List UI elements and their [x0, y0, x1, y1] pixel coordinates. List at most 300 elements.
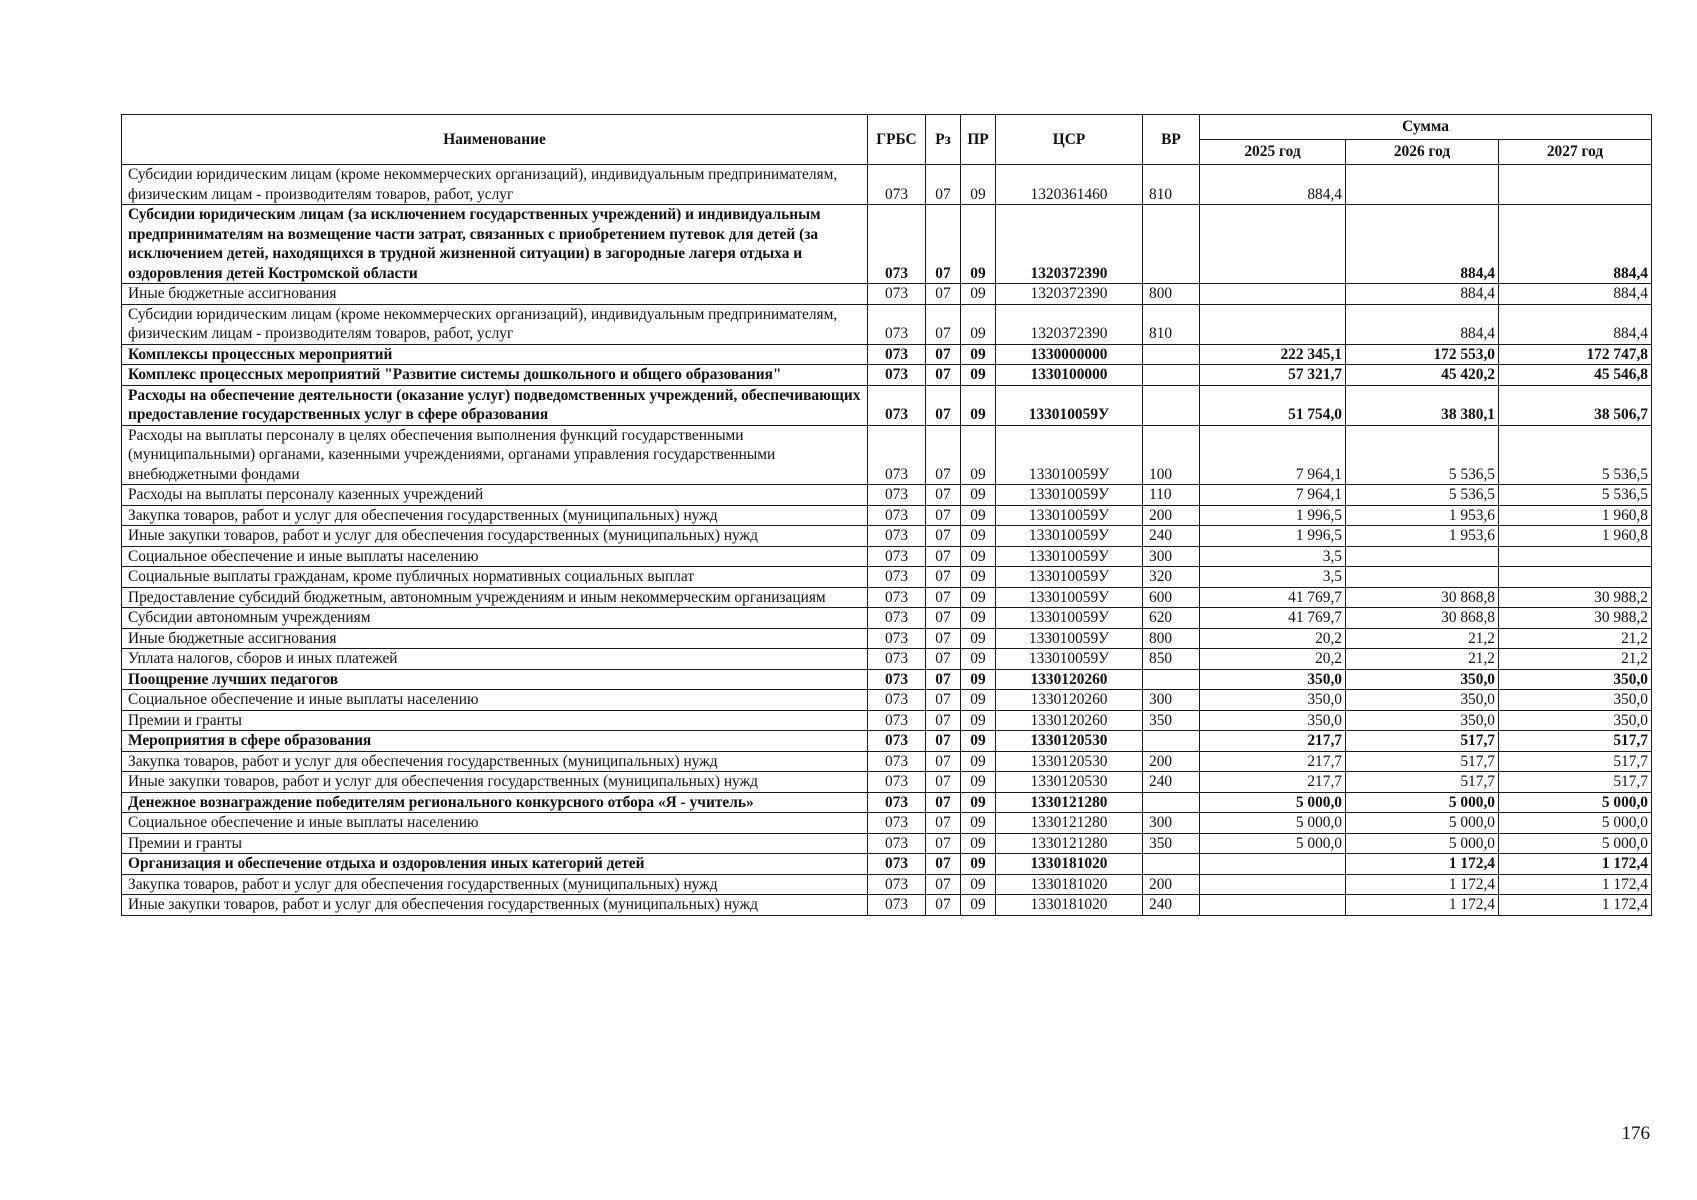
cell-csr: 1320372390	[996, 304, 1143, 344]
cell-grbs: 073	[868, 526, 926, 547]
cell-grbs: 073	[868, 608, 926, 629]
cell-2027: 5 536,5	[1499, 485, 1652, 506]
cell-2025: 3,5	[1200, 546, 1346, 567]
cell-grbs: 073	[868, 833, 926, 854]
table-body	[122, 165, 1652, 916]
cell-2025: 350,0	[1200, 710, 1346, 731]
cell-name: Закупка товаров, работ и услуг для обеспечения государственных (муниципальных) нужд	[122, 874, 868, 895]
cell-2027: 1 172,4	[1499, 854, 1652, 875]
cell-2027: 172 747,8	[1499, 344, 1652, 365]
cell-rz: 07	[926, 587, 961, 608]
header-csr: ЦСР	[996, 115, 1143, 165]
cell-2025: 217,7	[1200, 731, 1346, 752]
cell-2025: 57 321,7	[1200, 365, 1346, 386]
table-row	[122, 505, 1652, 526]
cell-name: Субсидии юридическим лицам (кроме некоммерческих организаций), индивидуальным предпринимателям, физическим лицам - производителям товаров, работ, услуг	[122, 165, 868, 205]
cell-csr: 1320372390	[996, 284, 1143, 305]
cell-pr: 09	[961, 165, 996, 205]
cell-vr: 240	[1143, 772, 1200, 793]
cell-csr: 1330120530	[996, 751, 1143, 772]
cell-2025	[1200, 284, 1346, 305]
cell-name: Уплата налогов, сборов и иных платежей	[122, 649, 868, 670]
header-rz: Рз	[926, 115, 961, 165]
cell-2025	[1200, 205, 1346, 284]
cell-vr: 320	[1143, 567, 1200, 588]
cell-pr: 09	[961, 751, 996, 772]
cell-2026: 517,7	[1346, 772, 1499, 793]
table-row	[122, 813, 1652, 834]
cell-2025: 41 769,7	[1200, 608, 1346, 629]
cell-pr: 09	[961, 874, 996, 895]
table-row	[122, 485, 1652, 506]
cell-2027: 21,2	[1499, 628, 1652, 649]
cell-2027: 45 546,8	[1499, 365, 1652, 386]
cell-pr: 09	[961, 284, 996, 305]
cell-rz: 07	[926, 813, 961, 834]
cell-rz: 07	[926, 284, 961, 305]
cell-2026: 1 172,4	[1346, 895, 1499, 916]
cell-rz: 07	[926, 772, 961, 793]
cell-2026: 5 000,0	[1346, 813, 1499, 834]
cell-2027: 884,4	[1499, 304, 1652, 344]
table-row	[122, 751, 1652, 772]
cell-2025	[1200, 874, 1346, 895]
cell-csr: 133010059У	[996, 567, 1143, 588]
table-row	[122, 165, 1652, 205]
cell-2027	[1499, 546, 1652, 567]
cell-2026: 1 953,6	[1346, 526, 1499, 547]
cell-2027: 517,7	[1499, 751, 1652, 772]
cell-rz: 07	[926, 505, 961, 526]
cell-csr: 1320361460	[996, 165, 1143, 205]
cell-rz: 07	[926, 669, 961, 690]
cell-2027: 5 000,0	[1499, 833, 1652, 854]
table-row	[122, 205, 1652, 284]
cell-2026: 172 553,0	[1346, 344, 1499, 365]
cell-2027: 38 506,7	[1499, 385, 1652, 425]
cell-2026: 5 536,5	[1346, 425, 1499, 485]
cell-vr: 200	[1143, 751, 1200, 772]
cell-grbs: 073	[868, 587, 926, 608]
cell-vr: 620	[1143, 608, 1200, 629]
cell-rz: 07	[926, 854, 961, 875]
cell-pr: 09	[961, 731, 996, 752]
table-row	[122, 587, 1652, 608]
cell-2026: 30 868,8	[1346, 587, 1499, 608]
cell-csr: 1330120260	[996, 669, 1143, 690]
cell-2026: 517,7	[1346, 731, 1499, 752]
cell-csr: 133010059У	[996, 526, 1143, 547]
cell-rz: 07	[926, 690, 961, 711]
header-grbs: ГРБС	[868, 115, 926, 165]
cell-vr	[1143, 854, 1200, 875]
cell-2027	[1499, 165, 1652, 205]
table-row	[122, 669, 1652, 690]
cell-2027: 1 172,4	[1499, 874, 1652, 895]
cell-name: Социальное обеспечение и иные выплаты населению	[122, 813, 868, 834]
cell-2027: 5 536,5	[1499, 425, 1652, 485]
cell-pr: 09	[961, 813, 996, 834]
cell-rz: 07	[926, 751, 961, 772]
cell-2025: 1 996,5	[1200, 505, 1346, 526]
cell-csr: 1330120530	[996, 731, 1143, 752]
cell-name: Иные закупки товаров, работ и услуг для обеспечения государственных (муниципальных) нужд	[122, 895, 868, 916]
cell-pr: 09	[961, 365, 996, 386]
cell-csr: 133010059У	[996, 649, 1143, 670]
cell-grbs: 073	[868, 385, 926, 425]
cell-grbs: 073	[868, 165, 926, 205]
cell-2027: 5 000,0	[1499, 813, 1652, 834]
cell-2027: 30 988,2	[1499, 587, 1652, 608]
cell-vr	[1143, 385, 1200, 425]
cell-rz: 07	[926, 895, 961, 916]
page-number: 176	[1621, 1123, 1650, 1144]
cell-name: Мероприятия в сфере образования	[122, 731, 868, 752]
cell-pr: 09	[961, 833, 996, 854]
cell-csr: 1320372390	[996, 205, 1143, 284]
cell-2025	[1200, 854, 1346, 875]
cell-name: Комплексы процессных мероприятий	[122, 344, 868, 365]
cell-2026: 884,4	[1346, 304, 1499, 344]
cell-grbs: 073	[868, 567, 926, 588]
cell-vr: 300	[1143, 690, 1200, 711]
cell-vr	[1143, 731, 1200, 752]
table-row	[122, 772, 1652, 793]
cell-2025: 20,2	[1200, 628, 1346, 649]
cell-name: Организация и обеспечение отдыха и оздоровления иных категорий детей	[122, 854, 868, 875]
cell-grbs: 073	[868, 304, 926, 344]
table-row	[122, 649, 1652, 670]
cell-csr: 1330121280	[996, 792, 1143, 813]
cell-rz: 07	[926, 365, 961, 386]
header-2025: 2025 год	[1200, 140, 1346, 165]
table-row	[122, 874, 1652, 895]
cell-pr: 09	[961, 505, 996, 526]
cell-grbs: 073	[868, 690, 926, 711]
cell-2026: 884,4	[1346, 284, 1499, 305]
table-row	[122, 344, 1652, 365]
cell-pr: 09	[961, 628, 996, 649]
cell-rz: 07	[926, 628, 961, 649]
cell-vr: 350	[1143, 833, 1200, 854]
cell-pr: 09	[961, 669, 996, 690]
cell-2026: 350,0	[1346, 710, 1499, 731]
header-2027: 2027 год	[1499, 140, 1652, 165]
table-row	[122, 833, 1652, 854]
cell-csr: 1330181020	[996, 854, 1143, 875]
cell-name: Социальные выплаты гражданам, кроме публичных нормативных социальных выплат	[122, 567, 868, 588]
cell-vr	[1143, 792, 1200, 813]
cell-vr: 810	[1143, 165, 1200, 205]
cell-2027: 1 960,8	[1499, 505, 1652, 526]
cell-2025: 1 996,5	[1200, 526, 1346, 547]
cell-2026: 45 420,2	[1346, 365, 1499, 386]
cell-pr: 09	[961, 567, 996, 588]
cell-rz: 07	[926, 608, 961, 629]
cell-rz: 07	[926, 649, 961, 670]
cell-vr: 600	[1143, 587, 1200, 608]
cell-csr: 1330120530	[996, 772, 1143, 793]
cell-2026: 1 172,4	[1346, 874, 1499, 895]
cell-pr: 09	[961, 854, 996, 875]
cell-2026: 1 172,4	[1346, 854, 1499, 875]
cell-2026: 21,2	[1346, 649, 1499, 670]
cell-csr: 1330120260	[996, 690, 1143, 711]
cell-2027: 1 960,8	[1499, 526, 1652, 547]
cell-grbs: 073	[868, 628, 926, 649]
cell-rz: 07	[926, 205, 961, 284]
cell-2025	[1200, 895, 1346, 916]
cell-pr: 09	[961, 385, 996, 425]
cell-rz: 07	[926, 165, 961, 205]
cell-pr: 09	[961, 690, 996, 711]
cell-name: Иные бюджетные ассигнования	[122, 284, 868, 305]
cell-csr: 1330120260	[996, 710, 1143, 731]
cell-name: Денежное вознаграждение победителям регионального конкурсного отбора «Я - учитель»	[122, 792, 868, 813]
cell-2025: 51 754,0	[1200, 385, 1346, 425]
cell-vr: 800	[1143, 284, 1200, 305]
table-row	[122, 425, 1652, 485]
cell-csr: 133010059У	[996, 546, 1143, 567]
cell-rz: 07	[926, 526, 961, 547]
cell-name: Расходы на выплаты персоналу казенных учреждений	[122, 485, 868, 506]
cell-2027: 350,0	[1499, 710, 1652, 731]
cell-grbs: 073	[868, 772, 926, 793]
cell-csr: 133010059У	[996, 628, 1143, 649]
table-row	[122, 546, 1652, 567]
header-2026: 2026 год	[1346, 140, 1499, 165]
table-row	[122, 731, 1652, 752]
cell-vr: 240	[1143, 526, 1200, 547]
cell-pr: 09	[961, 608, 996, 629]
cell-name: Иные закупки товаров, работ и услуг для обеспечения государственных (муниципальных) нужд	[122, 526, 868, 547]
cell-2026: 30 868,8	[1346, 608, 1499, 629]
cell-name: Расходы на выплаты персоналу в целях обеспечения выполнения функций государственными (муниципальными) органами, казенными учреждениями, органами управления государственными внебюджетными фондами	[122, 425, 868, 485]
cell-csr: 1330181020	[996, 874, 1143, 895]
cell-pr: 09	[961, 485, 996, 506]
cell-name: Поощрение лучших педагогов	[122, 669, 868, 690]
cell-name: Закупка товаров, работ и услуг для обеспечения государственных (муниципальных) нужд	[122, 751, 868, 772]
cell-csr: 133010059У	[996, 485, 1143, 506]
cell-csr: 1330100000	[996, 365, 1143, 386]
cell-csr: 133010059У	[996, 608, 1143, 629]
cell-name: Социальное обеспечение и иные выплаты населению	[122, 690, 868, 711]
cell-rz: 07	[926, 304, 961, 344]
cell-rz: 07	[926, 385, 961, 425]
cell-2026: 5 536,5	[1346, 485, 1499, 506]
cell-pr: 09	[961, 546, 996, 567]
cell-pr: 09	[961, 895, 996, 916]
cell-grbs: 073	[868, 792, 926, 813]
header-name: Наименование	[122, 115, 868, 165]
table-row	[122, 854, 1652, 875]
cell-2027: 350,0	[1499, 669, 1652, 690]
cell-2026	[1346, 165, 1499, 205]
cell-2026: 5 000,0	[1346, 833, 1499, 854]
cell-pr: 09	[961, 304, 996, 344]
cell-name: Премии и гранты	[122, 833, 868, 854]
cell-grbs: 073	[868, 344, 926, 365]
cell-pr: 09	[961, 710, 996, 731]
cell-csr: 133010059У	[996, 385, 1143, 425]
cell-name: Закупка товаров, работ и услуг для обеспечения государственных (муниципальных) нужд	[122, 505, 868, 526]
cell-grbs: 073	[868, 205, 926, 284]
cell-pr: 09	[961, 772, 996, 793]
cell-csr: 1330000000	[996, 344, 1143, 365]
table-row	[122, 895, 1652, 916]
cell-csr: 133010059У	[996, 587, 1143, 608]
cell-2026: 350,0	[1346, 669, 1499, 690]
table-row	[122, 385, 1652, 425]
cell-vr	[1143, 365, 1200, 386]
cell-2025: 5 000,0	[1200, 833, 1346, 854]
cell-rz: 07	[926, 874, 961, 895]
cell-2027: 884,4	[1499, 205, 1652, 284]
cell-2026	[1346, 567, 1499, 588]
cell-vr: 300	[1143, 546, 1200, 567]
cell-csr: 1330121280	[996, 813, 1143, 834]
cell-2027: 30 988,2	[1499, 608, 1652, 629]
cell-csr: 133010059У	[996, 505, 1143, 526]
cell-grbs: 073	[868, 284, 926, 305]
cell-2025: 5 000,0	[1200, 813, 1346, 834]
cell-rz: 07	[926, 731, 961, 752]
cell-csr: 133010059У	[996, 425, 1143, 485]
cell-2027: 517,7	[1499, 731, 1652, 752]
cell-2025	[1200, 304, 1346, 344]
cell-vr	[1143, 669, 1200, 690]
cell-grbs: 073	[868, 505, 926, 526]
cell-2027: 884,4	[1499, 284, 1652, 305]
table-row	[122, 526, 1652, 547]
cell-name: Субсидии юридическим лицам (за исключением государственных учреждений) и индивидуальным предпринимателям на возмещение части затрат, связанных с приобретением путевок для детей (за исключением детей, находящихся в трудной жизненной ситуации) в загородные лагеря отдыха и оздоровления детей Костромской области	[122, 205, 868, 284]
cell-2027: 1 172,4	[1499, 895, 1652, 916]
cell-2025: 3,5	[1200, 567, 1346, 588]
cell-grbs: 073	[868, 895, 926, 916]
cell-vr: 300	[1143, 813, 1200, 834]
cell-2027: 350,0	[1499, 690, 1652, 711]
cell-2025: 7 964,1	[1200, 485, 1346, 506]
cell-vr: 800	[1143, 628, 1200, 649]
cell-grbs: 073	[868, 669, 926, 690]
cell-name: Премии и гранты	[122, 710, 868, 731]
cell-vr: 200	[1143, 505, 1200, 526]
cell-2025: 350,0	[1200, 690, 1346, 711]
cell-pr: 09	[961, 792, 996, 813]
table-row	[122, 365, 1652, 386]
cell-grbs: 073	[868, 854, 926, 875]
cell-grbs: 073	[868, 813, 926, 834]
cell-grbs: 073	[868, 546, 926, 567]
cell-vr: 850	[1143, 649, 1200, 670]
cell-grbs: 073	[868, 874, 926, 895]
cell-2026: 884,4	[1346, 205, 1499, 284]
cell-name: Социальное обеспечение и иные выплаты населению	[122, 546, 868, 567]
cell-2025: 217,7	[1200, 772, 1346, 793]
table-row	[122, 304, 1652, 344]
cell-rz: 07	[926, 833, 961, 854]
cell-grbs: 073	[868, 710, 926, 731]
cell-pr: 09	[961, 526, 996, 547]
cell-2027	[1499, 567, 1652, 588]
cell-2025: 884,4	[1200, 165, 1346, 205]
header-sum: Сумма	[1200, 115, 1652, 140]
cell-grbs: 073	[868, 425, 926, 485]
cell-2025: 222 345,1	[1200, 344, 1346, 365]
table-row	[122, 608, 1652, 629]
cell-pr: 09	[961, 587, 996, 608]
cell-2025: 7 964,1	[1200, 425, 1346, 485]
cell-vr: 810	[1143, 304, 1200, 344]
cell-2027: 5 000,0	[1499, 792, 1652, 813]
header-vr: ВР	[1143, 115, 1200, 165]
cell-vr	[1143, 205, 1200, 284]
cell-vr: 100	[1143, 425, 1200, 485]
cell-name: Субсидии юридическим лицам (кроме некоммерческих организаций), индивидуальным предпринимателям, физическим лицам - производителям товаров, работ, услуг	[122, 304, 868, 344]
cell-pr: 09	[961, 649, 996, 670]
cell-2026: 350,0	[1346, 690, 1499, 711]
cell-2027: 517,7	[1499, 772, 1652, 793]
header-pr: ПР	[961, 115, 996, 165]
budget-table	[121, 114, 1652, 916]
cell-grbs: 073	[868, 649, 926, 670]
cell-name: Предоставление субсидий бюджетным, автономным учреждениям и иным некоммерческим организациям	[122, 587, 868, 608]
cell-2026: 1 953,6	[1346, 505, 1499, 526]
cell-pr: 09	[961, 425, 996, 485]
table-row	[122, 628, 1652, 649]
cell-2025: 5 000,0	[1200, 792, 1346, 813]
table-row	[122, 792, 1652, 813]
cell-2025: 20,2	[1200, 649, 1346, 670]
cell-name: Расходы на обеспечение деятельности (оказание услуг) подведомственных учреждений, обеспечивающих предоставление государственных услуг в сфере образования	[122, 385, 868, 425]
table-row	[122, 710, 1652, 731]
cell-rz: 07	[926, 344, 961, 365]
cell-vr: 350	[1143, 710, 1200, 731]
cell-rz: 07	[926, 567, 961, 588]
cell-grbs: 073	[868, 365, 926, 386]
cell-vr	[1143, 344, 1200, 365]
cell-pr: 09	[961, 205, 996, 284]
cell-2026: 5 000,0	[1346, 792, 1499, 813]
cell-rz: 07	[926, 710, 961, 731]
cell-2026: 38 380,1	[1346, 385, 1499, 425]
table-row	[122, 284, 1652, 305]
cell-2026: 517,7	[1346, 751, 1499, 772]
cell-name: Иные бюджетные ассигнования	[122, 628, 868, 649]
cell-2025: 41 769,7	[1200, 587, 1346, 608]
cell-csr: 1330181020	[996, 895, 1143, 916]
cell-vr: 110	[1143, 485, 1200, 506]
cell-2025: 350,0	[1200, 669, 1346, 690]
cell-csr: 1330121280	[996, 833, 1143, 854]
cell-grbs: 073	[868, 485, 926, 506]
cell-grbs: 073	[868, 751, 926, 772]
cell-rz: 07	[926, 485, 961, 506]
cell-2026	[1346, 546, 1499, 567]
cell-vr: 200	[1143, 874, 1200, 895]
cell-rz: 07	[926, 425, 961, 485]
table-row	[122, 690, 1652, 711]
cell-pr: 09	[961, 344, 996, 365]
cell-grbs: 073	[868, 731, 926, 752]
cell-vr: 240	[1143, 895, 1200, 916]
cell-2025: 217,7	[1200, 751, 1346, 772]
cell-name: Комплекс процессных мероприятий "Развитие системы дошкольного и общего образования"	[122, 365, 868, 386]
cell-name: Субсидии автономным учреждениям	[122, 608, 868, 629]
table-row	[122, 567, 1652, 588]
cell-2026: 21,2	[1346, 628, 1499, 649]
cell-rz: 07	[926, 792, 961, 813]
